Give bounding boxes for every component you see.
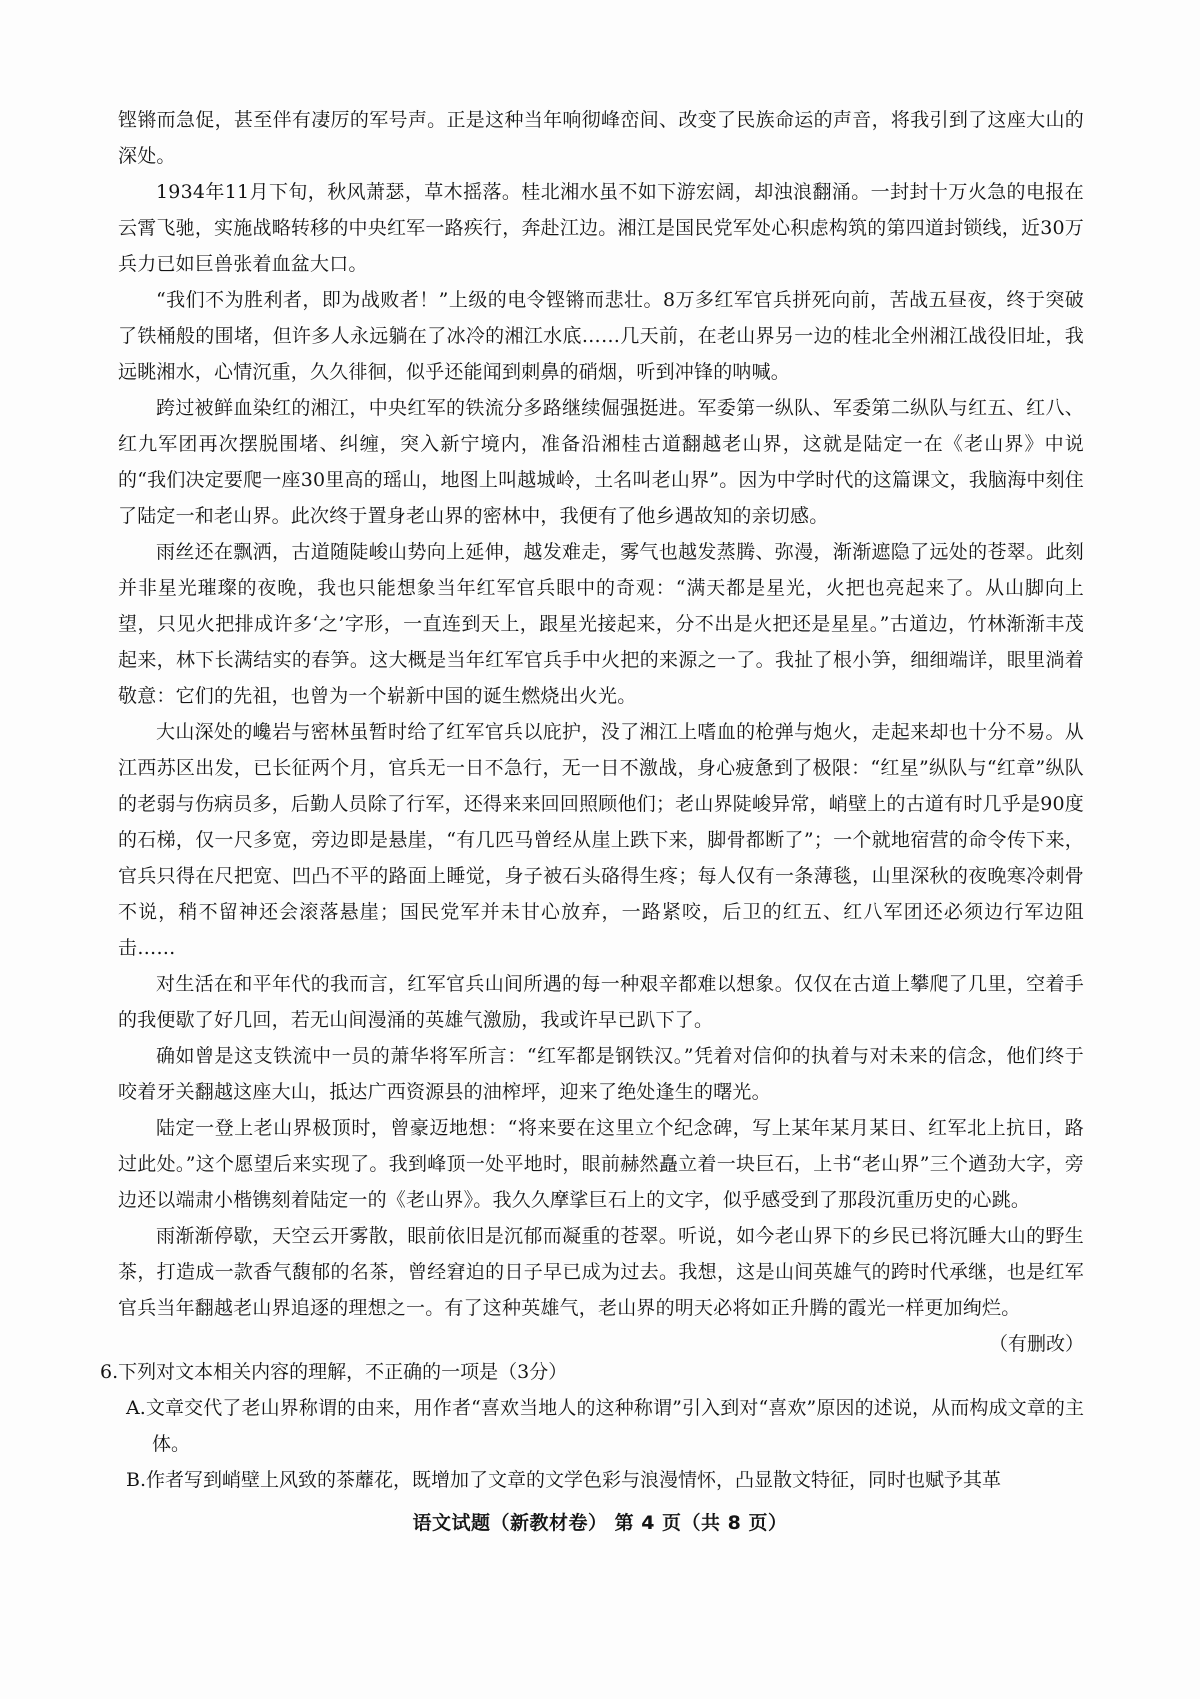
passage-paragraph: 雨丝还在飘洒，古道随陡峻山势向上延伸，越发难走，雾气也越发蒸腾、弥漫，渐渐遮隐了远处的苍翠。此刻并非星光璀璨的夜晚，我也只能想象当年红军官兵眼中的奇观：“满天都是星光，火把也亮起来了。从山脚向上望，只见火把排成许多‘之’字形，一直连到天上，跟星光接起来，分不出是火把还是星星。”古道边，竹林渐渐丰茂起来，林下长满结实的春笋。这大概是当年红军官兵手中火把的来源之一了。我扯了根小笋，细细端详，眼里淌着敬意：它们的先祖，也曾为一个崭新中国的诞生燃烧出火光。 — [118, 541, 1084, 707]
passage-paragraph: 陆定一登上老山界极顶时，曾豪迈地想：“将来要在这里立个纪念碑，写上某年某月某日、红军北上抗日，路过此处。”这个愿望后来实现了。我到峰顶一处平地时，眼前赫然矗立着一块巨石，上书“老山界”三个遒劲大字，旁边还以端肃小楷镌刻着陆定一的《老山界》。我久久摩挲巨石上的文字，似乎感受到了那段沉重历史的心跳。 — [118, 1117, 1084, 1211]
passage-paragraph: 对生活在和平年代的我而言，红军官兵山间所遇的每一种艰辛都难以想象。仅仅在古道上攀爬了几里，空着手的我便歇了好几回，若无山间漫涌的英雄气激励，我或许早已趴下了。 — [118, 973, 1084, 1031]
passage-paragraph: “我们不为胜利者，即为战败者！”上级的电令铿锵而悲壮。8万多红军官兵拼死向前，苦战五昼夜，终于突破了铁桶般的围堵，但许多人永远躺在了冰冷的湘江水底……几天前，在老山界另一边的桂北全州湘江战役旧址，我远眺湘水，心情沉重，久久徘徊，似乎还能闻到刺鼻的硝烟，听到冲锋的呐喊。 — [118, 289, 1084, 383]
question-6 — [100, 1354, 1084, 1498]
option-b: B.作者写到峭壁上风致的茶蘼花，既增加了文章的文学色彩与浪漫情怀，凸显散文特征，同时也赋予其革 — [126, 1469, 1002, 1491]
passage-paragraph: 跨过被鲜血染红的湘江，中央红军的铁流分多路继续倔强挺进。军委第一纵队、军委第二纵队与红五、红八、红九军团再次摆脱围堵、纠缠，突入新宁境内，准备沿湘桂古道翻越老山界，这就是陆定一在《老山界》中说的“我们决定要爬一座30里高的瑶山，地图上叫越城岭，土名叫老山界”。因为中学时代的这篇课文，我脑海中刻住了陆定一和老山界。此次终于置身老山界的密林中，我便有了他乡遇故知的亲切感。 — [118, 397, 1085, 527]
reading-passage — [118, 102, 1084, 1362]
passage-paragraph: 铿锵而急促，甚至伴有凄厉的军号声。正是这种当年响彻峰峦间、改变了民族命运的声音，将我引到了这座大山的深处。 — [118, 109, 1084, 167]
passage-paragraph: 雨渐渐停歇，天空云开雾散，眼前依旧是沉郁而凝重的苍翠。听说，如今老山界下的乡民已将沉睡大山的野生茶，打造成一款香气馥郁的名茶，曾经窘迫的日子早已成为过去。我想，这是山间英雄气的跨时代承继，也是红军官兵当年翻越老山界追逐的理想之一。有了这种英雄气，老山界的明天必将如正升腾的霞光一样更加绚烂。 — [118, 1225, 1084, 1319]
page-footer: 语文试题（新教材卷） 第 4 页（共 8 页） — [412, 1512, 788, 1534]
passage-paragraph: 确如曾是这支铁流中一员的萧华将军所言：“红军都是钢铁汉。”凭着对信仰的执着与对未来的信念，他们终于咬着牙关翻越这座大山，抵达广西资源县的油榨坪，迎来了绝处逢生的曙光。 — [118, 1045, 1084, 1103]
option-a: A.文章交代了老山界称谓的由来，用作者“喜欢当地人的这种称谓”引入到对“喜欢”原因的述说，从而构成文章的主体。 — [126, 1397, 1084, 1455]
source-note: （有删改） — [988, 1333, 1084, 1355]
passage-paragraph: 大山深处的巉岩与密林虽暂时给了红军官兵以庇护，没了湘江上嗜血的枪弹与炮火，走起来却也十分不易。从江西苏区出发，已长征两个月，官兵无一日不急行，无一日不激战，身心疲惫到了极限：“红星”纵队与“红章”纵队的老弱与伤病员多，后勤人员除了行军，还得来来回回照顾他们；老山界陡峻异常，峭壁上的古道有时几乎是90度的石梯，仅一尺多宽，旁边即是悬崖，“有几匹马曾经从崖上跌下来，脚骨都断了”；一个就地宿营的命令传下来，官兵只得在尺把宽、凹凸不平的路面上睡觉，身子被石头硌得生疼；每人仅有一条薄毯，山里深秋的夜晚寒冷刺骨不说，稍不留神还会滚落悬崖；国民党军并未甘心放弃，一路紧咬，后卫的红五、红八军团还必须边行军边阻击…… — [118, 721, 1084, 959]
passage-paragraph: 1934年11月下旬，秋风萧瑟，草木摇落。桂北湘水虽不如下游宏阔，却浊浪翻涌。一封封十万火急的电报在云霄飞驰，实施战略转移的中央红军一路疾行，奔赴江边。湘江是国民党军处心积虑构筑的第四道封锁线，近30万兵力已如巨兽张着血盆大口。 — [118, 181, 1084, 275]
question-stem: 6.下列对文本相关内容的理解，不正确的一项是（3分） — [100, 1361, 568, 1383]
